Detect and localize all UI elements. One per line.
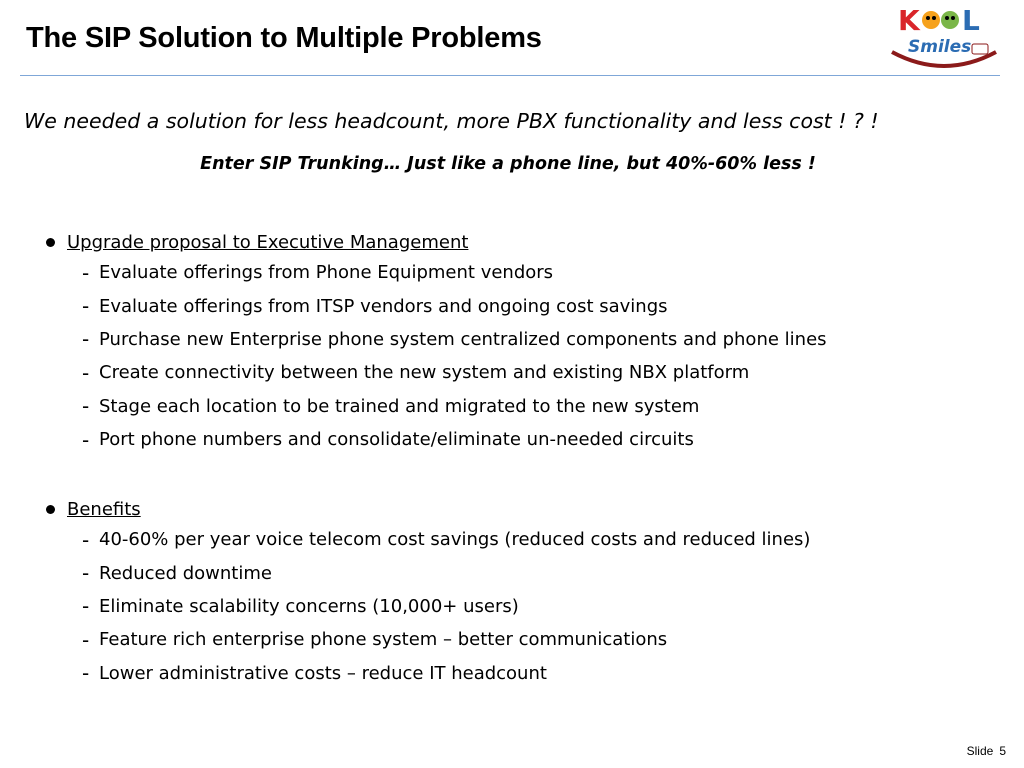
dash-icon: -: [82, 427, 90, 452]
list-item-text: Stage each location to be trained and migrated to the new system: [99, 395, 700, 417]
svg-text:L: L: [962, 4, 980, 37]
dash-icon: -: [82, 627, 90, 652]
dash-icon: -: [82, 527, 90, 552]
list-item-text: Create connectivity between the new system and existing NBX platform: [99, 362, 750, 384]
list-item-text: Reduced downtime: [99, 562, 272, 584]
svg-text:Smiles: Smiles: [908, 37, 972, 57]
section-heading: Benefits: [67, 498, 141, 520]
bullet-heading: [46, 495, 810, 523]
list-item: [82, 623, 810, 656]
dash-icon: -: [82, 561, 90, 586]
list-item: [82, 556, 810, 589]
dash-icon: -: [82, 294, 90, 319]
dash-icon: -: [82, 661, 90, 686]
list-item: [82, 390, 827, 423]
list-item-text: Evaluate offerings from Phone Equipment vendors: [99, 262, 554, 284]
list-item: [82, 423, 827, 456]
list-item: [82, 323, 827, 356]
dash-icon: -: [82, 360, 90, 385]
list-item-text: 40-60% per year voice telecom cost savings (reduced costs and reduced lines): [99, 529, 811, 551]
list-item-text: Feature rich enterprise phone system – better communications: [99, 629, 668, 651]
kool-smiles-logo: [884, 0, 1004, 72]
list-item: [82, 289, 827, 322]
dash-icon: -: [82, 394, 90, 419]
list-item-text: Purchase new Enterprise phone system centralized components and phone lines: [99, 328, 827, 350]
svg-text:K: K: [898, 4, 920, 37]
dash-icon: -: [82, 594, 90, 619]
list-item-text: Port phone numbers and consolidate/eliminate un-needed circuits: [99, 429, 694, 451]
section-benefits: [46, 495, 810, 690]
slide-footer: [967, 744, 1006, 758]
slide-label: Slide: [966, 744, 994, 758]
section-heading: Upgrade proposal to Executive Management: [67, 231, 469, 253]
slide-number: 5: [999, 744, 1006, 758]
sip-tagline: Enter SIP Trunking… Just like a phone line, but 40%-60% less !: [200, 154, 816, 174]
bullet-dot-icon: [46, 238, 55, 247]
title-divider: [20, 75, 1000, 76]
list-item: [82, 523, 810, 556]
bullet-heading: [46, 228, 827, 256]
section-upgrade-proposal: [46, 228, 827, 456]
list-item-text: Eliminate scalability concerns (10,000+ users): [99, 595, 519, 617]
list-item: [82, 256, 827, 289]
dash-icon: -: [82, 327, 90, 352]
list-item-text: Lower administrative costs – reduce IT headcount: [99, 662, 547, 684]
list-item: [82, 657, 810, 690]
slide-title: The SIP Solution to Multiple Problems: [26, 22, 542, 54]
dash-icon: -: [82, 260, 90, 285]
list-item: [82, 356, 827, 389]
bullet-dot-icon: [46, 505, 55, 514]
list-item: [82, 590, 810, 623]
list-item-text: Evaluate offerings from ITSP vendors and ongoing cost savings: [99, 295, 668, 317]
intro-statement: We needed a solution for less headcount, more PBX functionality and less cost ! ? !: [24, 109, 879, 133]
